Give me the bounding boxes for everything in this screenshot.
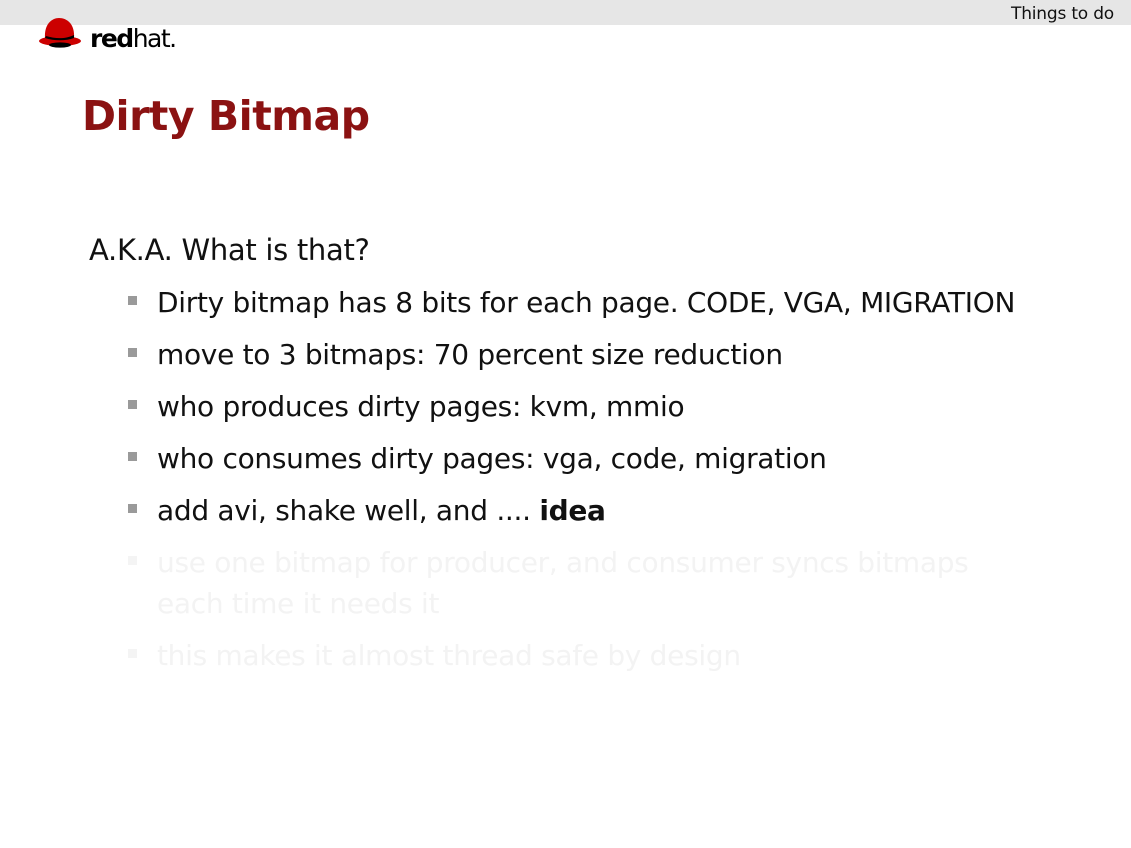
bullet-item (126, 282, 1026, 323)
logo-wordmark (90, 24, 176, 54)
shadowman-hat-icon (36, 14, 86, 48)
lead-text: A.K.A. What is that? (89, 233, 370, 267)
bullet-item (126, 386, 1026, 427)
logo-wordmark-light: hat. (132, 24, 176, 53)
bullet-text: Dirty bitmap has 8 bits for each page. CODE, VGA, MIGRATION (157, 286, 1016, 319)
square-bullet-icon (128, 400, 137, 409)
bullet-text: who consumes dirty pages: vga, code, migration (157, 442, 827, 475)
logo-wordmark-bold: red (90, 24, 133, 53)
bullet-text: add avi, shake well, and .... (157, 494, 540, 527)
bullet-item (126, 490, 1026, 531)
section-label: Things to do (1011, 4, 1114, 24)
redhat-logo (36, 14, 186, 54)
square-bullet-icon (128, 296, 137, 305)
bullet-item-faded (126, 635, 1026, 676)
bullet-text: who produces dirty pages: kvm, mmio (157, 390, 685, 423)
square-bullet-icon (128, 452, 137, 461)
bullet-item (126, 438, 1026, 479)
bullet-text: use one bitmap for producer, and consumer syncs bitmaps each time it needs it (157, 546, 969, 620)
bullet-text: move to 3 bitmaps: 70 percent size reduction (157, 338, 783, 371)
bullet-emphasis: idea (539, 494, 606, 527)
bullet-list (126, 282, 1026, 687)
square-bullet-icon (128, 556, 137, 565)
square-bullet-icon (128, 504, 137, 513)
bullet-text: this makes it almost thread safe by design (157, 639, 741, 672)
square-bullet-icon (128, 348, 137, 357)
bullet-item-faded (126, 542, 1026, 624)
slide-title: Dirty Bitmap (82, 92, 370, 140)
square-bullet-icon (128, 649, 137, 658)
bullet-item (126, 334, 1026, 375)
